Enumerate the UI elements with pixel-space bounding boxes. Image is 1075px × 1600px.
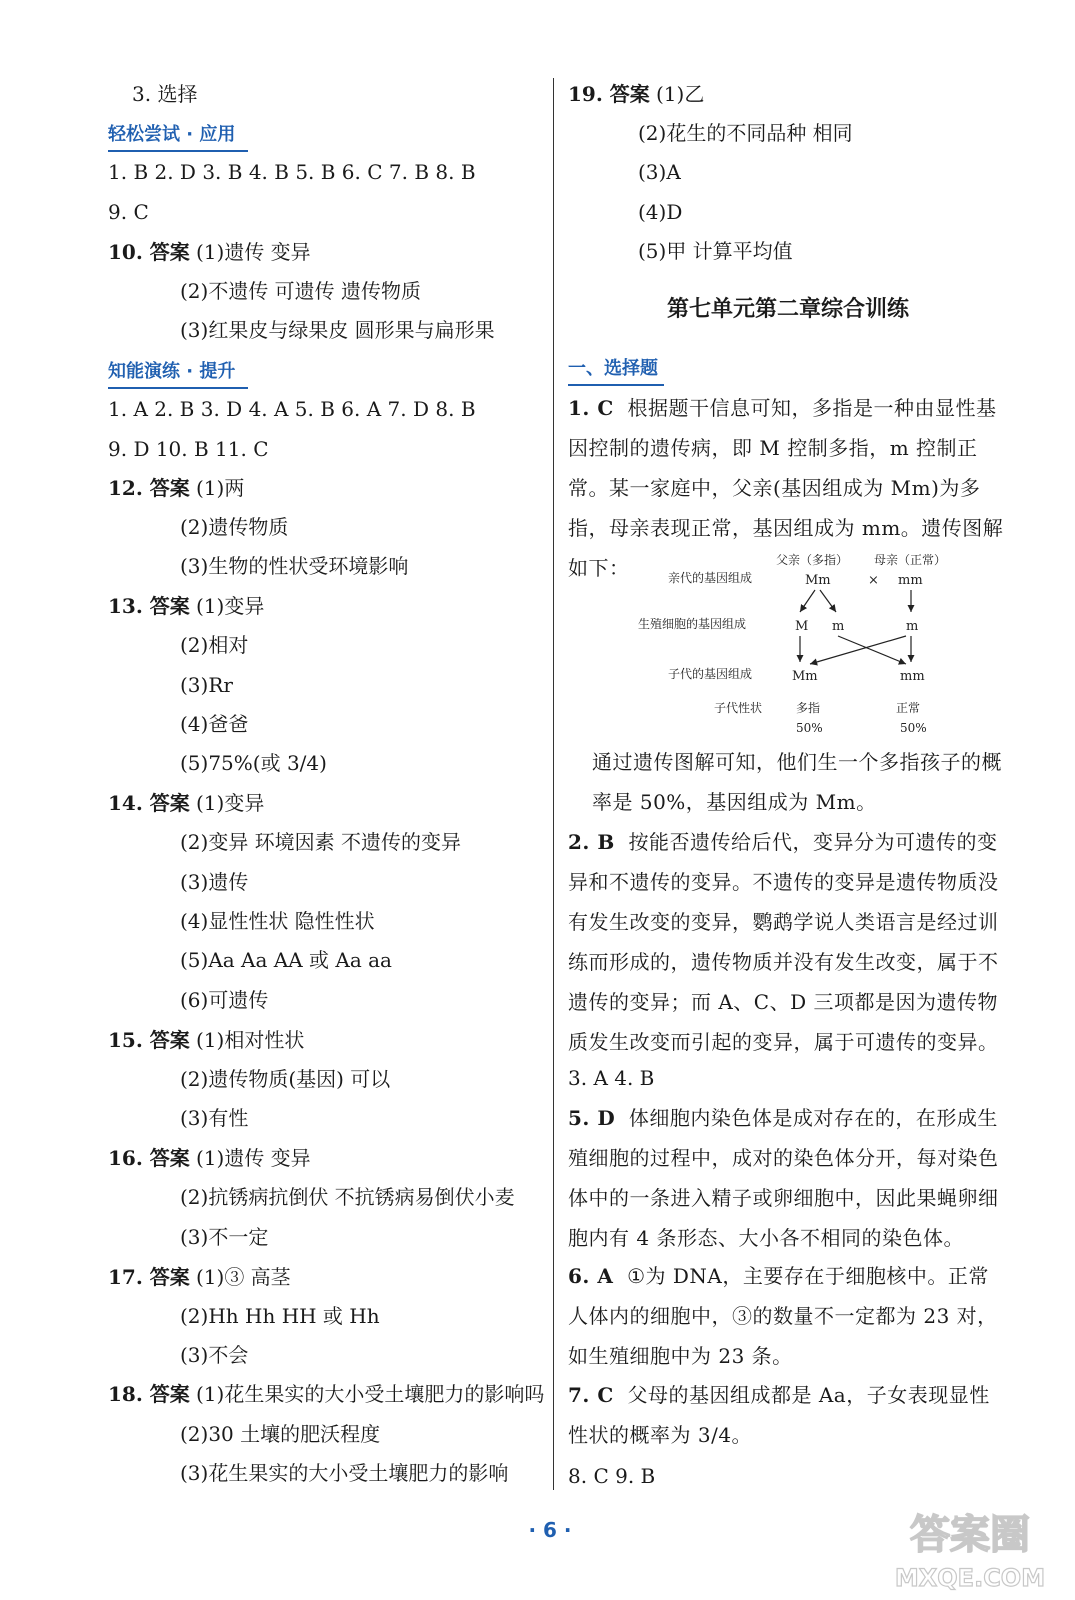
answer-label: 6. A (568, 1264, 614, 1288)
explanation-text: 体细胞内染色体是成对存在的，在形成生殖细胞的过程中，成对的染色体分开，每对染色体中的一条进入精子或卵细胞中，因此果蝇卵细胞内有 4 条形态、大小各不相同的染色体。 (568, 1106, 999, 1250)
answer-paragraph (568, 1256, 1008, 1376)
answer-text: (3)A (638, 160, 681, 184)
row-label: 子代的基因组成 (668, 667, 753, 681)
parent-genotype: Mm (805, 573, 831, 588)
answer-text: (5)Aa Aa AA 或 Aa aa (180, 948, 392, 972)
section-underline (108, 387, 248, 389)
answer-paragraph (568, 822, 1008, 1062)
question-label: 10. 答案 (108, 240, 190, 264)
answer-text: (3)不一定 (180, 1225, 269, 1249)
question-label: 12. 答案 (108, 476, 190, 500)
row-label: 亲代的基因组成 (668, 571, 753, 585)
answer-label: 1. C (568, 396, 614, 420)
answer-label: 7. C (568, 1383, 614, 1407)
gamete: m (832, 619, 845, 634)
answer-text: (1)遗传 变异 (196, 1146, 311, 1170)
question-label: 15. 答案 (108, 1028, 190, 1052)
answer-text: (1)③ 高茎 (196, 1265, 291, 1289)
answer-line: 1. B 2. D 3. B 4. B 5. B 6. C 7. B 8. B (108, 160, 476, 184)
trait: 正常 (896, 701, 921, 715)
answer-text: (2)30 土壤的肥沃程度 (180, 1422, 381, 1446)
inheritance-diagram (600, 546, 1000, 742)
answer-label: 2. B (568, 830, 615, 854)
answer-text: (2)遗传物质(基因) 可以 (180, 1067, 391, 1091)
offspring-genotype: Mm (792, 669, 818, 684)
answer-text: (6)可遗传 (180, 988, 269, 1012)
answer-text: (3)生物的性状受环境影响 (180, 554, 409, 578)
arrow (810, 636, 906, 664)
answer-text: (1)花生果实的大小受土壤肥力的影响吗 (196, 1382, 545, 1406)
answer-text: (3)有性 (180, 1106, 249, 1130)
offspring-genotype: mm (900, 669, 925, 684)
question-label: 16. 答案 (108, 1146, 190, 1170)
section-heading: 知能演练 · 提升 (108, 361, 236, 382)
answer-text: (5)甲 计算平均值 (638, 239, 793, 263)
section-heading: 轻松尝试 · 应用 (108, 124, 236, 145)
watermark-url: MXQE.COM (894, 1564, 1046, 1592)
arrow (838, 636, 906, 664)
parent-genotype: mm (898, 573, 923, 588)
answer-text: (2)不遗传 可遗传 遗传物质 (180, 279, 422, 303)
question-label: 19. 答案 (568, 82, 650, 106)
text-line: 3. 选择 (132, 82, 198, 106)
answer-text: (3)Rr (180, 673, 233, 697)
mother-label: 母亲（正常） (874, 553, 947, 567)
gamete: M (795, 619, 809, 634)
cross-sign: × (868, 573, 879, 588)
chapter-title: 第七单元第二章综合训练 (666, 297, 909, 322)
row-label: 生殖细胞的基因组成 (638, 617, 747, 631)
answer-text: (5)75%(或 3/4) (180, 751, 327, 775)
row-label: 子代性状 (714, 701, 763, 715)
question-label: 13. 答案 (108, 594, 190, 618)
answer-text: (1)遗传 变异 (196, 240, 311, 264)
answer-text: (4)爸爸 (180, 712, 249, 736)
answer-text: (3)花生果实的大小受土壤肥力的影响 (180, 1461, 509, 1485)
answer-line: 3. A 4. B (568, 1066, 655, 1090)
answer-text: (4)显性性状 隐性性状 (180, 909, 375, 933)
answer-line: 8. C 9. B (568, 1464, 656, 1488)
answer-text: (2)变异 环境因素 不遗传的变异 (180, 830, 462, 854)
explanation-paragraph (592, 742, 1008, 822)
answer-text: (1)两 (196, 476, 245, 500)
explanation-text: ①为 DNA，主要存在于细胞核中。正常人体内的细胞中，③的数量不一定都为 23 对，如生殖细胞中为 23 条。 (568, 1264, 998, 1368)
father-label: 父亲（多指） (776, 553, 849, 567)
watermark-title: 答案圈 (910, 1512, 1030, 1558)
watermark-logo (880, 1502, 1060, 1594)
answer-text: (2)Hh Hh HH 或 Hh (180, 1304, 380, 1328)
page-number: · 6 · (528, 1518, 572, 1542)
section-underline (108, 150, 248, 152)
answer-text: (3)遗传 (180, 870, 249, 894)
section-heading: 一、选择题 (568, 358, 658, 379)
question-label: 14. 答案 (108, 791, 190, 815)
answer-text: (3)不会 (180, 1343, 249, 1367)
answer-text: (2)花生的不同品种 相同 (638, 121, 853, 145)
arrow (820, 590, 836, 612)
answer-text: (1)变异 (196, 594, 265, 618)
answer-text: (2)相对 (180, 633, 249, 657)
section-underline (568, 384, 664, 386)
answer-text: (2)遗传物质 (180, 515, 289, 539)
answer-text: (1)乙 (656, 82, 705, 106)
answer-text: (1)变异 (196, 791, 265, 815)
ratio: 50% (796, 721, 823, 735)
answer-paragraph (568, 1375, 1008, 1455)
answer-label: 5. D (568, 1106, 616, 1130)
gamete: m (906, 619, 919, 634)
explanation-text: 父母的基因组成都是 Aa，子女表现显性性状的概率为 3/4。 (568, 1383, 990, 1447)
answer-paragraph (568, 1098, 1008, 1258)
arrow (800, 590, 815, 612)
question-label: 17. 答案 (108, 1265, 190, 1289)
answer-line: 1. A 2. B 3. D 4. A 5. B 6. A 7. D 8. B (108, 397, 476, 421)
answer-line: 9. D 10. B 11. C (108, 437, 269, 461)
answer-text: (2)抗锈病抗倒伏 不抗锈病易倒伏小麦 (180, 1185, 515, 1209)
explanation-text: 按能否遗传给后代，变异分为可遗传的变异和不遗传的变异。不遗传的变异是遗传物质没有发生改变的变异，鹦鹉学说人类语言是经过训练而形成的，遗传物质并没有发生改变，属于不遗传的变异；而 A、C、D 三项都是因为遗传物质发生改变而引起的变异，属于可遗传的变异。 (568, 830, 999, 1054)
column-divider (553, 78, 554, 1490)
question-label: 18. 答案 (108, 1382, 190, 1406)
answer-text: (3)红果皮与绿果皮 圆形果与扁形果 (180, 318, 495, 342)
explanation-text: 根据题干信息可知，多指是一种由显性基因控制的遗传病，即 M 控制多指，m 控制正常。某一家庭中，父亲(基因组成为 Mm)为多指，母亲表现正常，基因组成为 mm。遗传图解如下： (568, 396, 1004, 580)
answer-text: (1)相对性状 (196, 1028, 305, 1052)
answer-text: (4)D (638, 200, 683, 224)
answer-line: 9. C (108, 200, 149, 224)
ratio: 50% (900, 721, 927, 735)
trait: 多指 (796, 701, 821, 715)
explanation-text: 通过遗传图解可知，他们生一个多指孩子的概率是 50%，基因组成为 Mm。 (592, 750, 1002, 814)
